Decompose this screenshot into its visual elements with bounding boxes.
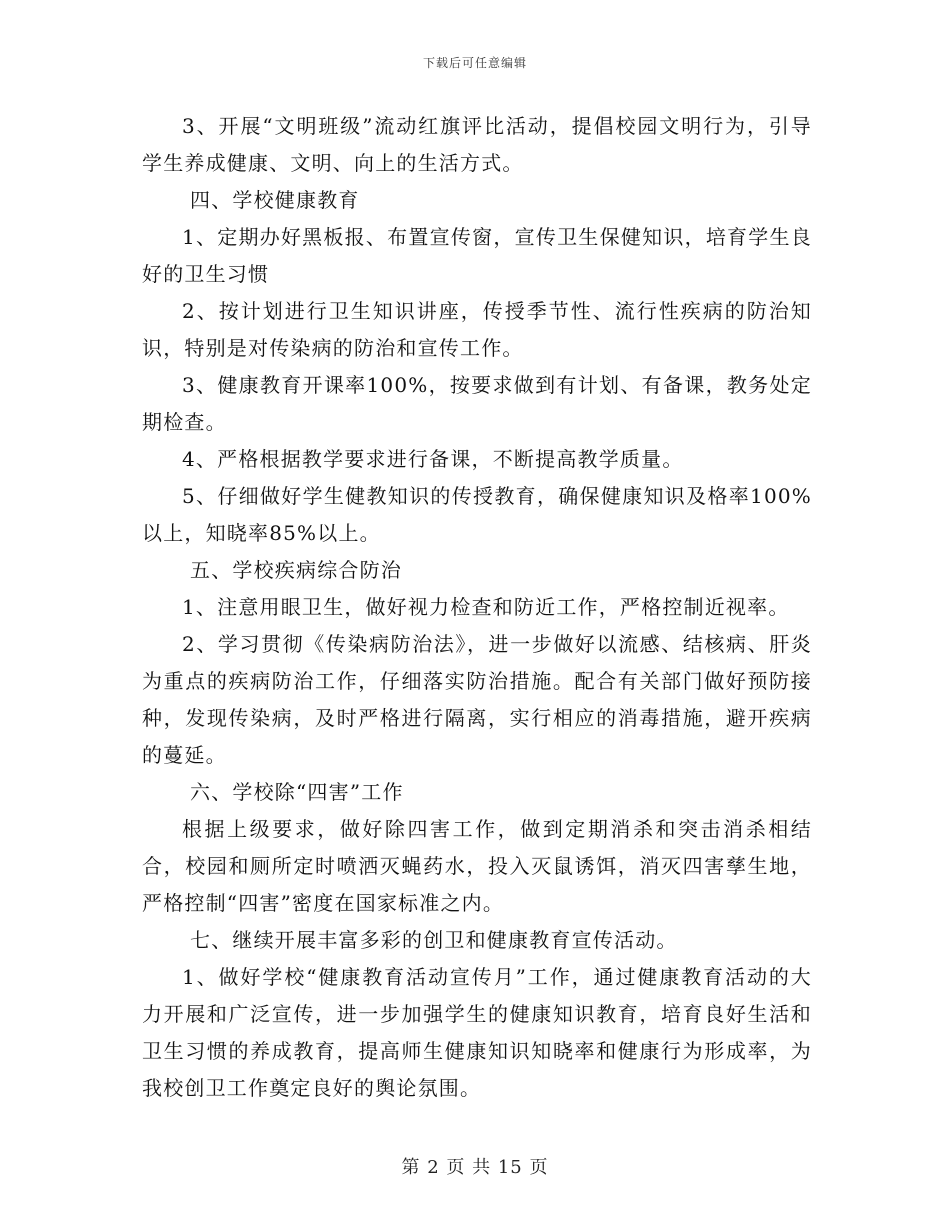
paragraph: 1、注意用眼卫生，做好视力检查和防近工作，严格控制近视率。 (182, 595, 790, 619)
paragraph: 3、开展“文明班级”流动红旗评比活动，提倡校园文明行为，引导学生养成健康、文明、向上的生活方式。 (142, 114, 812, 175)
paragraph: 4、严格根据教学要求进行备课，不断提高教学质量。 (182, 447, 684, 471)
paragraph: 2、学习贯彻《传染病防治法》，进一步做好以流感、结核病、肝炎为重点的疾病防治工作，仔细落实防治措施。配合有关部门做好预防接种，发现传染病，及时严格进行隔离，实行相应的消毒措施，避开疾病的蔓延。 (142, 632, 812, 767)
paragraph: 1、做好学校“健康教育活动宣传月”工作，通过健康教育活动的大力开展和广泛宣传，进一步加强学生的健康知识教育，培育良好生活和卫生习惯的养成教育，提高师生健康知识知晓率和健康行为形成率，为我校创卫工作奠定良好的舆论氛围。 (142, 965, 812, 1100)
section-heading: 七、继续开展丰富多彩的创卫和健康教育宣传活动。 (190, 928, 678, 952)
document-body (142, 108, 812, 1107)
paragraph: 3、健康教育开课率100%，按要求做到有计划、有备课，教务处定期检查。 (142, 373, 812, 434)
section-heading: 六、学校除“四害”工作 (190, 780, 404, 804)
section-heading: 五、学校疾病综合防治 (190, 558, 402, 582)
paragraph: 2、按计划进行卫生知识讲座，传授季节性、流行性疾病的防治知识，特别是对传染病的防治和宣传工作。 (142, 299, 812, 360)
page-number: 第 2 页 共 15 页 (401, 1157, 549, 1178)
paragraph: 根据上级要求，做好除四害工作，做到定期消杀和突击消杀相结合，校园和厕所定时喷洒灭蝇药水，投入灭鼠诱饵，消灭四害孳生地，严格控制“四害”密度在国家标准之内。 (142, 817, 812, 915)
section-heading: 四、学校健康教育 (190, 188, 360, 212)
paragraph: 1、定期办好黑板报、布置宣传窗，宣传卫生保健知识，培育学生良好的卫生习惯 (142, 225, 812, 286)
paragraph: 5、仔细做好学生健教知识的传授教育，确保健康知识及格率100%以上，知晓率85%以上。 (142, 484, 812, 545)
download-note: 下载后可任意编辑 (422, 56, 527, 70)
